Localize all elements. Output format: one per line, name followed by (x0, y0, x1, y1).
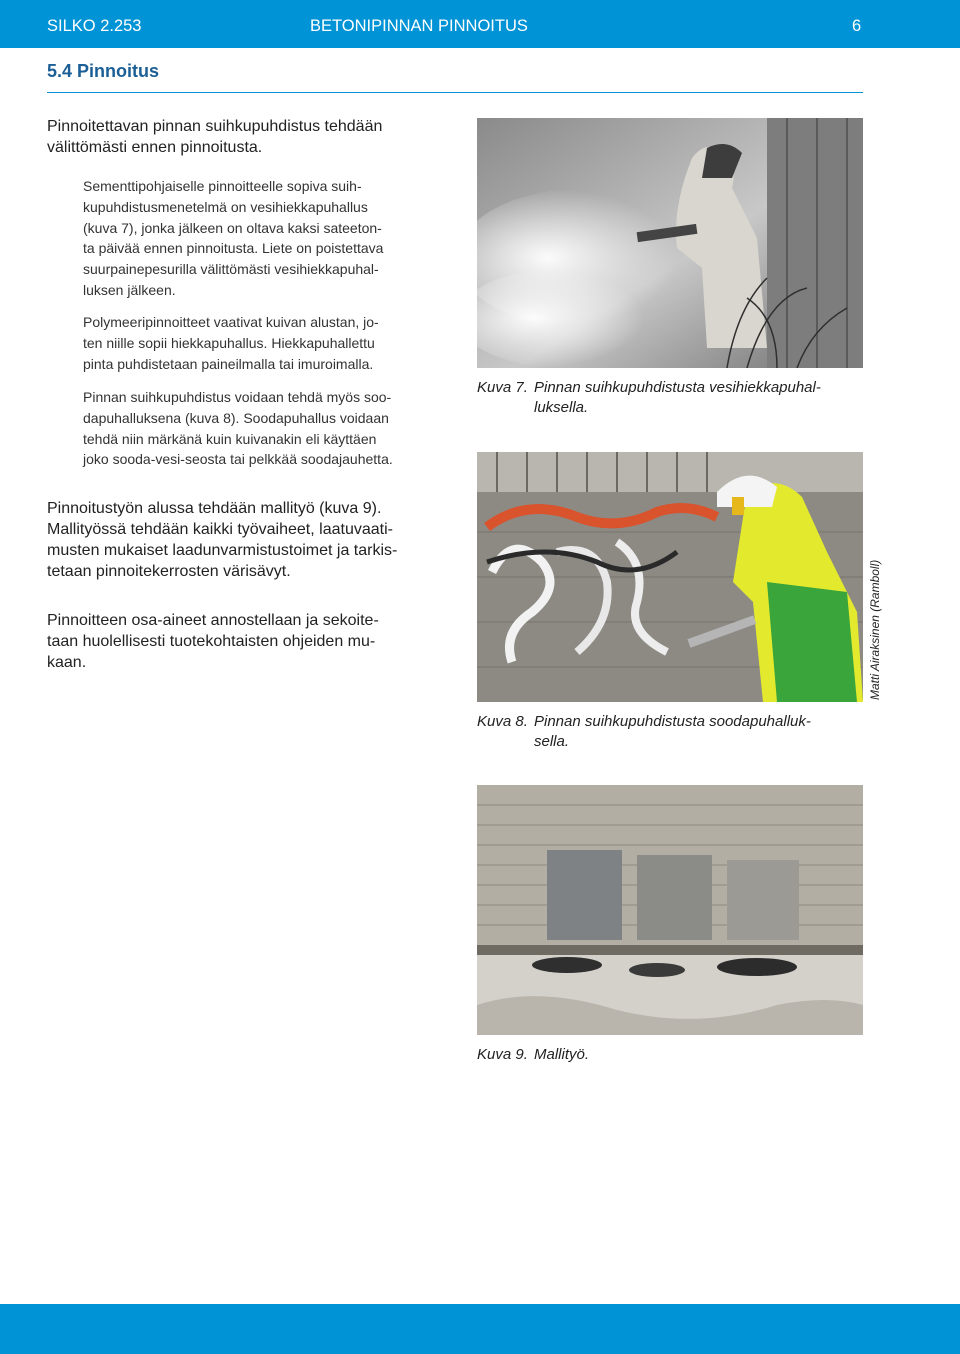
figure-8-caption-text: Pinnan suihkupuhdistusta soodapuhalluk- sella. (534, 713, 811, 750)
page-number: 6 (852, 17, 862, 35)
section-divider (47, 92, 863, 93)
photo-credit: Matti Airaksinen (Ramboll) (868, 559, 882, 700)
header-series: SILKO 2.253 (47, 17, 142, 35)
paragraph-intro: Pinnoitettavan pinnan suihkupuhdistus tehdään välittömästi ennen pinnoitusta. (47, 118, 383, 156)
page-header (0, 0, 960, 48)
figure-7-caption-text: Pinnan suihkupuhdistusta vesihiekkapuhal- luksella. (534, 379, 821, 416)
section-title: 5.4 Pinnoitus (47, 61, 160, 81)
paragraph-mixing: Pinnoitteen osa-aineet annostellaan ja sekoite- taan huolellisesti tuotekohtaisten ohjeiden mu- kaan. (47, 612, 379, 671)
paragraph-polymer-coatings: Polymeeripinnoitteet vaativat kuivan alustan, jo- ten niille sopii hiekkapuhallus. Hiekkapuhallettu pinta puhdistetaan paineilmalla tai imuroimalla. (83, 314, 379, 372)
page-footer (0, 1304, 960, 1354)
figure-9-label: Kuva 9. (477, 1046, 528, 1063)
header-topic: BETONIPINNAN PINNOITUS (310, 17, 528, 35)
paragraph-soda-blasting: Pinnan suihkupuhdistus voidaan tehdä myös soo- dapuhalluksena (kuva 8). Soodapuhallus voidaan tehdä niin märkänä kuin kuivanakin eli käyttäen joko sooda-vesi-seosta tai pelkkää soodajauhetta. (83, 389, 393, 468)
figure-9-caption-text: Mallityö. (534, 1046, 590, 1063)
figure-8-photo (477, 452, 863, 702)
figure-7-photo (477, 118, 863, 368)
figure-8-label: Kuva 8. (477, 713, 528, 730)
figure-8-caption (477, 712, 867, 752)
figure-9-photo (477, 785, 863, 1035)
paragraph-water-sand-blasting: Sementtipohjaiselle pinnoitteelle sopiva suih- kupuhdistusmenetelmä on vesihiekkapuhallus (kuva 7), jonka jälkeen on oltava kaksi sateeton- ta päivää ennen pinnoitusta. Liete on poistettava suurpainepesurilla välittömästi vesihiekkapuhal- luksen jälkeen. (83, 178, 384, 298)
figure-9-caption (477, 1045, 867, 1065)
paragraph-sample-work: Pinnoitustyön alussa tehdään mallityö (kuva 9). Mallityössä tehdään kaikki työvaiheet, laatuvaati- musten mukaiset laadunvarmistustoimet ja tarkis- tetaan pinnoitekerrosten värisävyt. (47, 500, 398, 580)
figure-7-label: Kuva 7. (477, 379, 528, 396)
figure-7-caption (477, 378, 867, 418)
